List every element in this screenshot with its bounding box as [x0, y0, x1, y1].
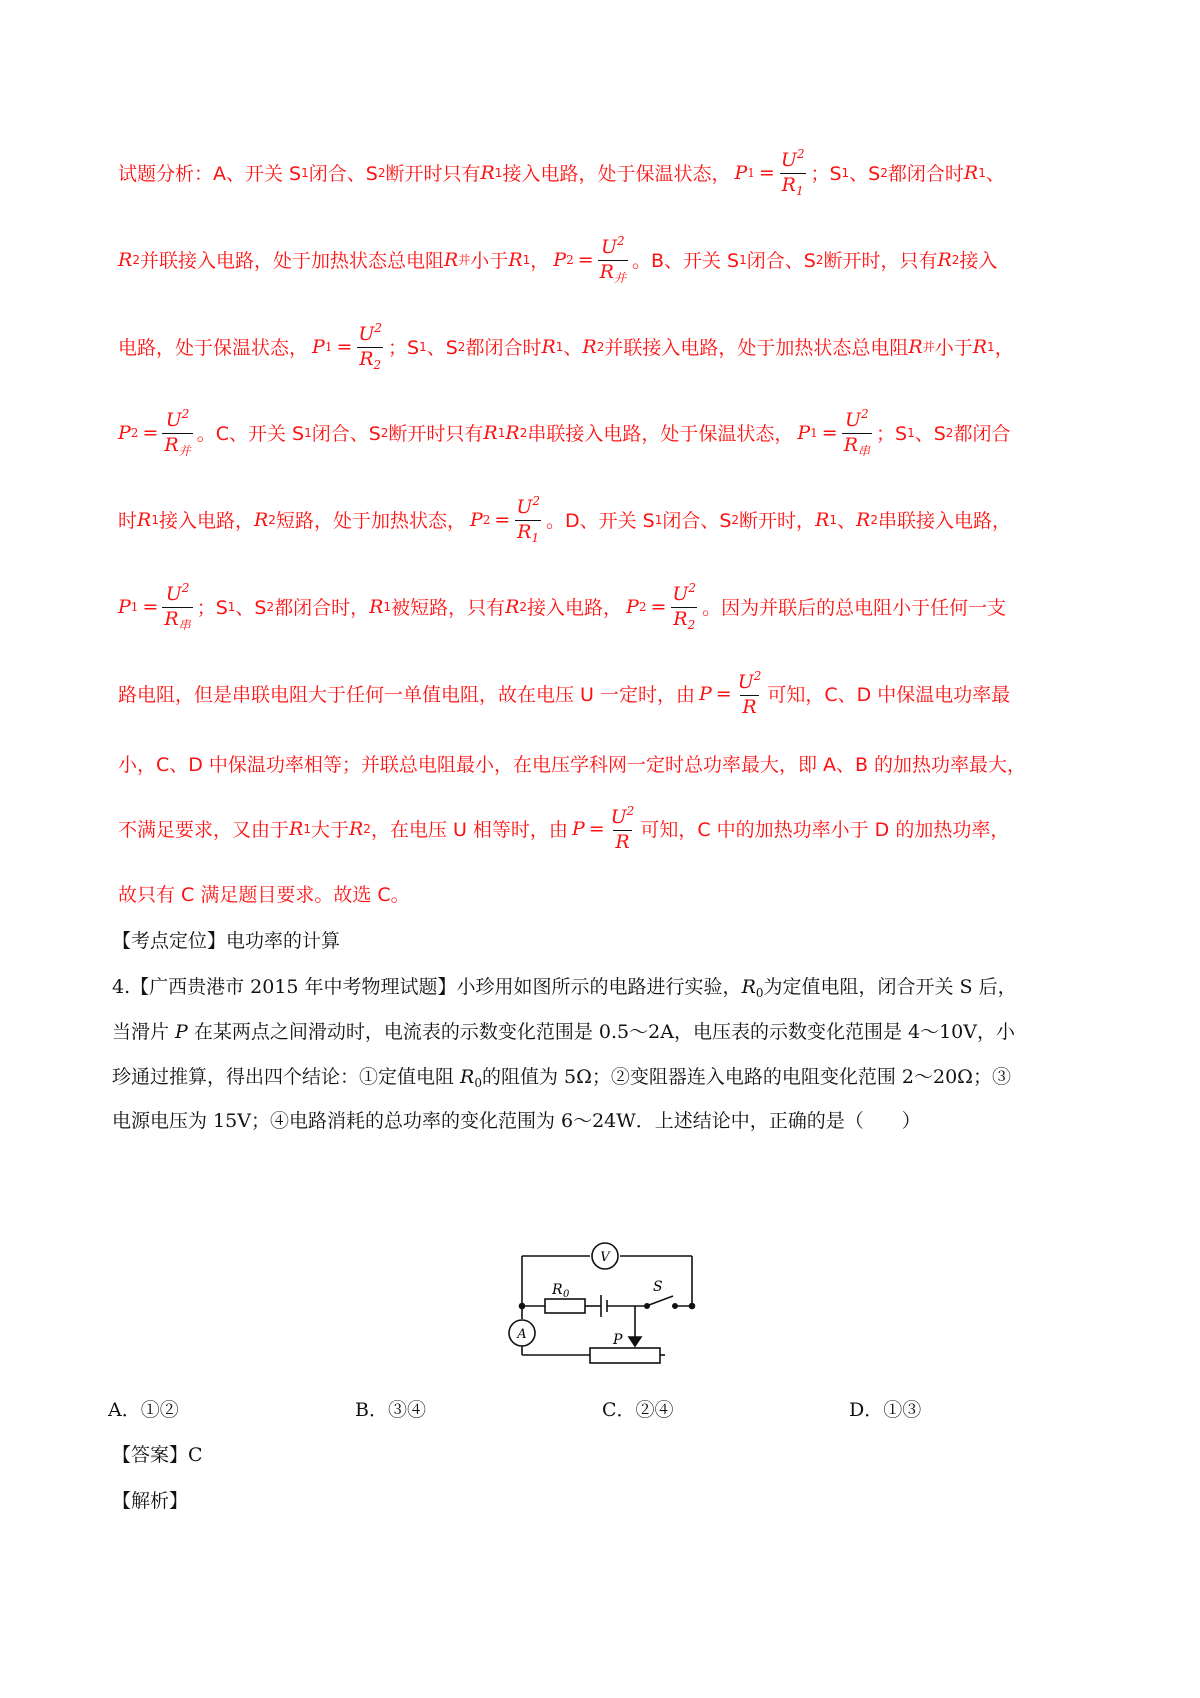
analysis-line-5: 时 R 1 接入电路， R 2 短路，处于加热状态， P 2 = $\frac{U^2}{R_1}$ 。D、开关 S 1 闭合、S 2 断开时， R 1 、 R 2 串联接入电路， [118, 494, 1011, 545]
formula-p1-series: P 1 = $\frac{U^2}{R_串}$ [797, 407, 871, 458]
circuit-diagram [505, 1233, 705, 1368]
switch-label: S [653, 1279, 663, 1295]
formula-p1-series-b: P 1 = $\frac{U^2}{R_串}$ [118, 581, 191, 632]
slider-arrow-icon [629, 1337, 641, 1346]
answer-label: 【答案】 [112, 1444, 189, 1466]
formula-p-general: P = $\frac{U^2}{R}$ [699, 669, 762, 718]
question-line-1: 4.【广西贵港市 2015 年中考物理试题】小珍用如图所示的电路进行实验，$R_0$为定值电阻，闭合开关 S 后， [112, 976, 1017, 1000]
analysis-line-6: P 1 = $\frac{U^2}{R_串}$ ；S 1 、S 2 都闭合时， R 1 被短路，只有 R 2 接入电路， P 2 = $\frac{U^2}{R_2}$ 。因为并联后的总电阻小于任何一支 [118, 581, 1007, 632]
analysis-line-7: 路电阻，但是串联电阻大于任何一单值电阻，故在电压 U 一定时，由 P = $\frac{U^2}{R}$ 可知，C、D 中保温电功率最 [118, 669, 1011, 718]
formula-p2-parallel: P 2 = $\frac{U^2}{R_并}$ [553, 234, 626, 285]
formula-p2-parallel-b: P 2 = $\frac{U^2}{R_并}$ [118, 407, 191, 458]
answer-line [112, 1440, 203, 1467]
analysis-line-8: 小，C、D 中保温功率相等；并联总电阻最小，在电压学科网一定时总功率最大，即 A、B 的加热功率最大， [118, 754, 1027, 776]
analysis-line-4: P 2 = $\frac{U^2}{R_并}$ 。C、开关 S 1 闭合、S 2 断开时只有 R 1 R 2 串联接入电路，处于保温状态， P 1 = $\frac{U^2}{R_串}$ ；S 1 、S 2 都闭合 [118, 407, 1011, 458]
formula-p1: P 1 = $\frac{U^2}{R_1}$ [734, 147, 805, 198]
question-line-4: 电源电压为 15V；④电路消耗的总功率的变化范围为 6～24W．上述结论中，正确的是（ ） [112, 1110, 921, 1132]
analysis-heading: 试题分析： [118, 163, 214, 186]
analysis-line-9: 不满足要求，又由于 R 1 大于 R 2 ，在电压 U 相等时，由 P = $\frac{U^2}{R}$ 可知，C 中的加热功率小于 D 的加热功率， [118, 804, 1010, 853]
resistor-label: R [552, 1282, 563, 1298]
jiexi-label: 【解析】 [112, 1490, 189, 1512]
option-c[interactable]: C．②④ [602, 1399, 674, 1421]
jiexi-line [112, 1486, 188, 1513]
option-b[interactable]: B．③④ [355, 1399, 426, 1421]
resistor-r0-icon [545, 1299, 585, 1313]
resistor-sub-label: 0 [563, 1289, 570, 1300]
option-d[interactable]: D．①③ [849, 1399, 922, 1421]
kaodian-text: 电功率的计算 [226, 930, 341, 952]
formula-p-general-b: P = $\frac{U^2}{R}$ [571, 804, 635, 853]
slider-label: P [613, 1332, 623, 1348]
question-line-2: 当滑片 P 在某两点之间滑动时，电流表的示数变化范围是 0.5～2A，电压表的示数变化范围是 4～10V，小 [112, 1021, 1015, 1043]
switch-icon [649, 1296, 673, 1305]
answer-value: C [188, 1444, 203, 1466]
analysis-line-2: R 2 并联接入电路，处于加热状态总电阻 R 并 小于 R 1 ， P 2 = $\frac{U^2}{R_并}$ 。B、开关 S 1 闭合、S 2 断开时，只有 R 2 接入 [118, 234, 998, 285]
analysis-line-3: 电路，处于保温状态， P 1 = $\frac{U^2}{R_2}$ ；S 1 、S 2 都闭合时 R 1 、 R 2 并联接入电路，处于加热状态总电阻 R 并 小于 R 1 ， [118, 321, 1014, 372]
kaodian-label: 【考点定位】 [112, 930, 227, 952]
rheostat-icon [590, 1348, 660, 1363]
ammeter-label: A [517, 1327, 527, 1342]
formula-p1-r2: P 1 = $\frac{U^2}{R_2}$ [312, 321, 383, 372]
formula-p2-r2: P 2 = $\frac{U^2}{R_2}$ [626, 581, 697, 632]
voltmeter-label: V [600, 1250, 610, 1265]
analysis-line-10: 故只有 C 满足题目要求。故选 C。 [118, 884, 410, 906]
analysis-line-1: 试题分析： A、开关 S 1 闭合、S 2 断开时只有 R 1 接入电路，处于保温状态， P 1 = $\frac{U^2}{R_1}$ ；S 1 、S 2 都闭合时 R 1 、 [118, 147, 1005, 198]
formula-p2-r1: P 2 = $\frac{U^2}{R_1}$ [469, 494, 540, 545]
question-line-3: 珍通过推算，得出四个结论：①定值电阻 $R_0$的阻值为 5Ω；②变阻器连入电路的电阻变化范围 2～20Ω；③ [112, 1066, 1011, 1090]
kaodian-line [112, 926, 340, 953]
option-a[interactable]: A．①② [108, 1399, 179, 1421]
